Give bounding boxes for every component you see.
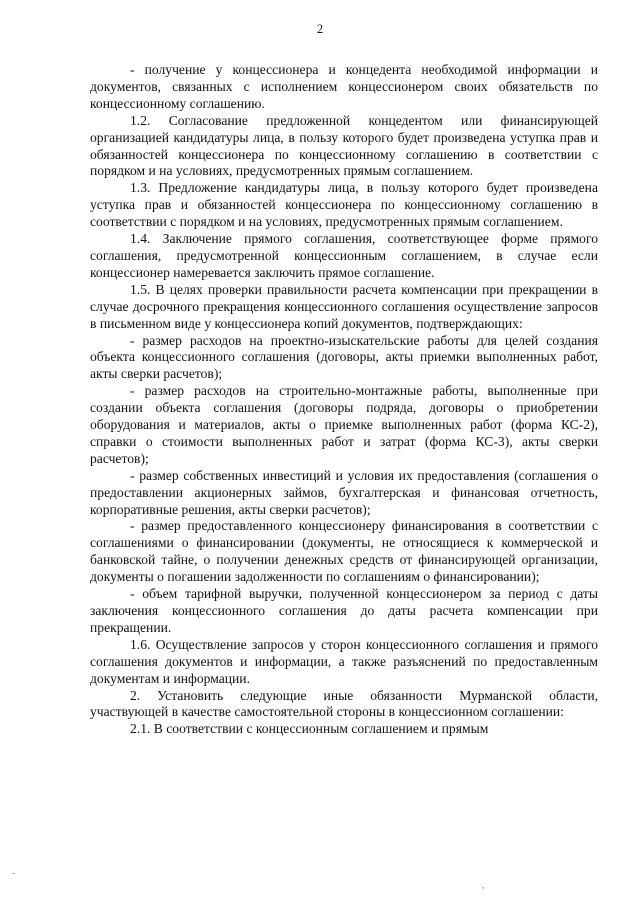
list-item-own-investments: - размер собственных инвестиций и условия их предоставления (соглашения о предоставлении акционерных займов, бухгалтерская и финансовая отчетность, корпоративные решения, акты сверки расчетов); <box>90 467 598 517</box>
document-body <box>90 62 598 738</box>
paragraph-1-3: 1.3. Предложение кандидатуры лица, в пользу которого будет произведена уступка прав и обязанностей концессионера по концессионному соглашению в соответствии с порядком и на условиях, предусмотренных прямым соглашением. <box>90 180 598 230</box>
paragraph-1-6: 1.6. Осуществление запросов у сторон концессионного соглашения и прямого соглашения документов и информации, а также разъяснений по предоставленным документам и информации. <box>90 636 598 686</box>
list-item-construction-costs: - размер расходов на строительно-монтажные работы, выполненные при создании объекта соглашения (договоры подряда, договоры о приобретении оборудования и материалов, акты о приемке выполненных работ (форма КС-2), справки о стоимости выполненных работ и затрат (форма КС-3), акты сверки расчетов); <box>90 383 598 466</box>
paragraph-1-2: 1.2. Согласование предложенной концедентом или финансирующей организацией кандидатуры лица, в пользу которого будет произведена уступка прав и обязанностей концессионера по концессионному соглашению в соответствии с порядком и на условиях, предусмотренных прямым соглашением. <box>90 112 598 179</box>
page-number: 2 <box>316 22 324 36</box>
list-item-tariff-revenue: - объем тарифной выручки, полученной концессионером за период с даты заключения концессионного соглашения до даты расчета компенсации при прекращении. <box>90 586 598 635</box>
margin-mark: - <box>12 868 16 879</box>
margin-mark: , <box>482 880 485 891</box>
paragraph-1-4: 1.4. Заключение прямого соглашения, соответствующее форме прямого соглашения, предусмотренной концессионным соглашением, в случае если концессионер намеревается заключить прямое соглашение. <box>90 231 598 280</box>
paragraph-info-request: - получение у концессионера и концедента необходимой информации и документов, связанных с исполнением концессионером своих обязательств по концессионному соглашению. <box>90 62 598 111</box>
list-item-financing: - размер предоставленного концессионеру финансирования в соответствии с соглашениями о финансировании (документы, не относящиеся к коммерческой и банковской тайне, о получении денежных средств от финансирующей организации, документы о погашении задолженности по соглашениям о финансировании); <box>90 518 598 585</box>
list-item-design-costs: - размер расходов на проектно-изыскательские работы для целей создания объекта концессионного соглашения (договоры, акты приемки выполненных работ, акты сверки расчетов); <box>90 332 598 382</box>
paragraph-2: 2. Установить следующие иные обязанности Мурманской области, участвующей в качестве самостоятельной стороны в концессионном соглашении: <box>90 687 598 720</box>
paragraph-2-1: 2.1. В соответствии с концессионным соглашением и прямым <box>130 721 489 737</box>
paragraph-1-5: 1.5. В целях проверки правильности расчета компенсации при прекращении в случае досрочного прекращения концессионного соглашения осуществление запросов в письменном виде у концессионера копий документов, подтверждающих: <box>90 281 598 331</box>
